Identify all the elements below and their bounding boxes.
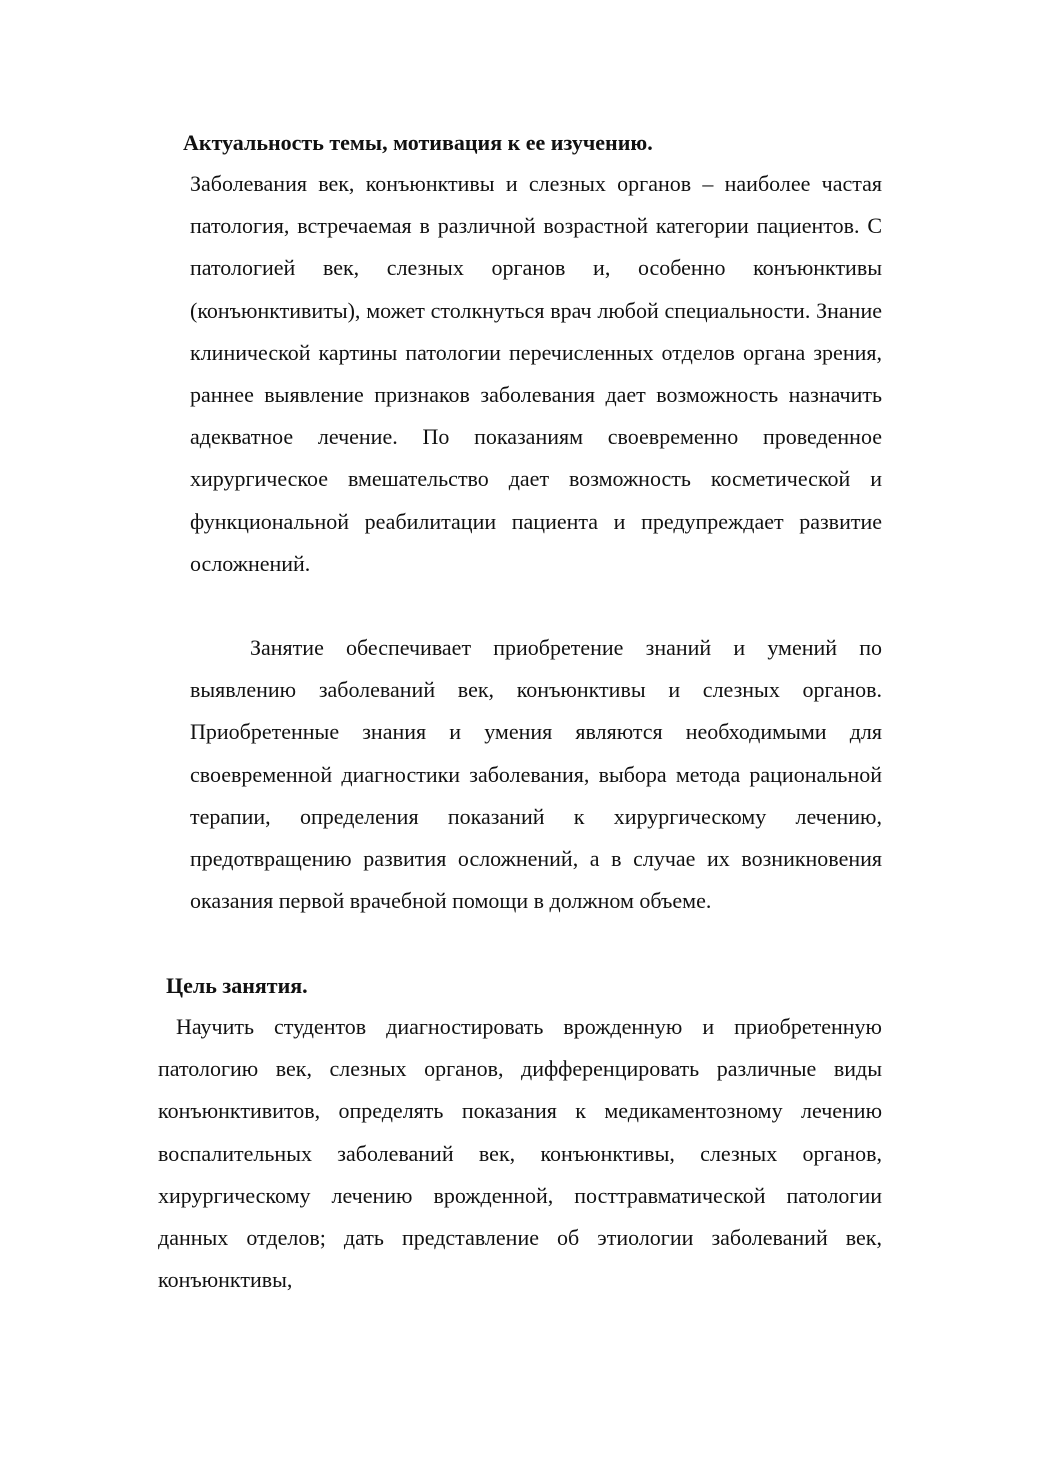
section-heading-goal: Цель занятия. <box>166 973 308 998</box>
paragraph-goal: Научить студентов диагностировать врожденную и приобретенную патологию век, слезных органов, дифференцировать различные виды конъюнктивитов, определять показания к медикаментозному лечению воспалительных заболеваний век, конъюнктивы, слезных органов, хирургическому лечению врожденной, посттравматической патологии данных отделов; дать представление об этиологии заболеваний век, конъюнктивы, <box>158 1014 882 1293</box>
section-heading-relevance: Актуальность темы, мотивация к ее изучению. <box>183 130 653 155</box>
paragraph-lesson-provides: Занятие обеспечивает приобретение знаний и умений по выявлению заболеваний век, конъюнктивы и слезных органов. Приобретенные знания и умения являются необходимыми для своевременной диагностики заболевания, выбора метода рациональной терапии, определения показаний к хирургическому лечению, предотвращению развития осложнений, а в случае их возникновения оказания первой врачебной помощи в должном объеме. <box>190 635 882 914</box>
paragraph-relevance: Заболевания век, конъюнктивы и слезных органов – наиболее частая патология, встречаемая в различной возрастной категории пациентов. С патологией век, слезных органов и, особенно конъюнктивы (конъюнктивиты), может столкнуться врач любой специальности. Знание клинической картины патологии перечисленных отделов органа зрения, раннее выявление признаков заболевания дает возможность назначить адекватное лечение. По показаниям своевременно проведенное хирургическое вмешательство дает возможность косметической и функциональной реабилитации пациента и предупреждает развитие осложнений. <box>190 171 882 576</box>
